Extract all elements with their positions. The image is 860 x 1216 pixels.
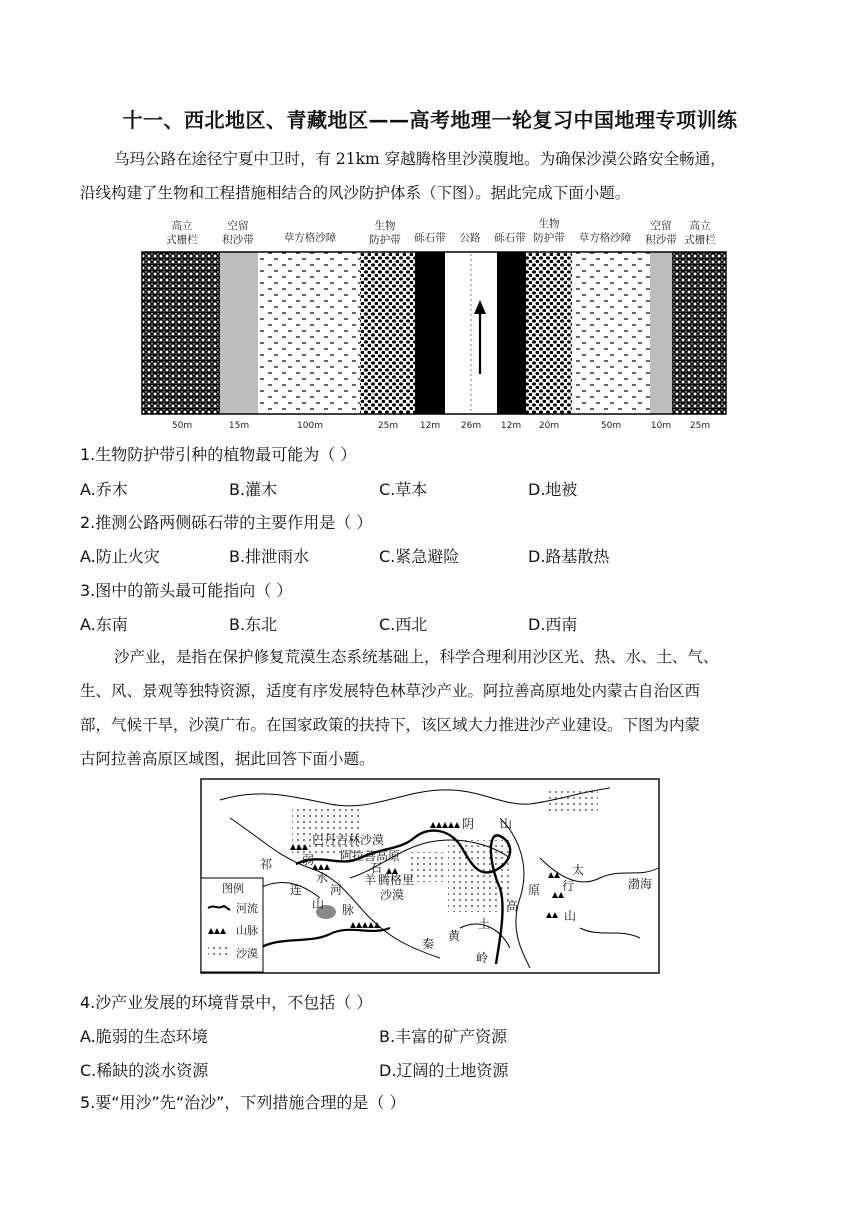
label-yin-shan: 山 bbox=[500, 817, 513, 831]
intro1-line-2: 沿线构建了生物和工程措施相结合的风沙防护体系（下图）。据此完成下面小题。 bbox=[80, 184, 631, 202]
label-fence-right-2: 式栅栏 bbox=[684, 234, 716, 246]
label-fence-right-1: 高立 bbox=[689, 220, 711, 232]
label-qin: 秦 bbox=[422, 937, 435, 951]
label-mai: 脉 bbox=[342, 903, 355, 917]
label-xing: 行 bbox=[562, 879, 575, 893]
question-4-option-a[interactable]: A.脆弱的生态环境 bbox=[80, 1027, 208, 1046]
band-checkerboard-left bbox=[258, 252, 360, 414]
label-ling: 岭 bbox=[476, 951, 489, 965]
intro2-line-2: 生、风、景观等独特资源，适度有序发展特色林草沙产业。阿拉善高原地处内蒙古自治区西 bbox=[80, 682, 701, 700]
width-bio-left: 25m bbox=[377, 421, 399, 431]
question-1-stem: 1.生物防护带引种的植物最可能为（ ） bbox=[80, 445, 357, 464]
label-checkerboard-right: 草方格沙障 bbox=[578, 232, 632, 244]
question-4-option-b[interactable]: B.丰富的矿产资源 bbox=[379, 1027, 508, 1046]
label-alashan: 阿拉善高原 bbox=[340, 849, 401, 863]
label-gravel-left: 砾石带 bbox=[414, 232, 446, 244]
label-bio-left-1: 生物 bbox=[374, 220, 396, 232]
question-3-option-d[interactable]: D.西南 bbox=[528, 615, 578, 634]
label-yang: 羊 bbox=[364, 873, 377, 887]
label-shi: 石 bbox=[370, 861, 383, 875]
width-sandbelt-right: 10m bbox=[650, 421, 672, 431]
label-road: 公路 bbox=[459, 232, 481, 244]
question-2-option-d[interactable]: D.路基散热 bbox=[528, 547, 610, 566]
question-5-stem: 5.要“用沙”先“治沙”，下列措施合理的是（ ） bbox=[80, 1093, 406, 1112]
label-sandbelt-right-1: 空留 bbox=[650, 220, 672, 232]
label-sandbelt-right-2: 积沙带 bbox=[645, 234, 677, 246]
legend-river: 河流 bbox=[236, 902, 258, 915]
legend-title: 图例 bbox=[222, 882, 244, 895]
intro-paragraph-1 bbox=[80, 142, 780, 210]
label-sandbelt-left-1: 空留 bbox=[227, 220, 249, 232]
intro2-line-4: 古阿拉善高原区域图，据此回答下面小题。 bbox=[80, 750, 375, 768]
width-gravel-left: 12m bbox=[419, 421, 441, 431]
label-qi: 祁 bbox=[260, 857, 273, 871]
label-sandbelt-left-2: 积沙带 bbox=[222, 234, 254, 246]
band-bio-right bbox=[526, 252, 572, 414]
width-gravel-right: 12m bbox=[500, 421, 522, 431]
label-fence-left-2: 式栅栏 bbox=[166, 234, 198, 246]
band-checkerboard-right bbox=[572, 252, 650, 414]
band-bio-left bbox=[360, 252, 415, 414]
question-2-option-c[interactable]: C.紧急避险 bbox=[379, 547, 460, 566]
question-1-option-a[interactable]: A.乔木 bbox=[80, 480, 128, 499]
question-2-option-b[interactable]: B.排泄雨水 bbox=[229, 547, 310, 566]
label-yuan: 原 bbox=[528, 883, 541, 897]
question-1-option-c[interactable]: C.草本 bbox=[379, 480, 428, 499]
intro2-line-3: 部，气候干旱，沙漠广布。在国家政策的扶持下，该区域大力推进沙产业建设。下图为内蒙 bbox=[80, 716, 701, 734]
legend-mountain: 山脉 bbox=[236, 924, 258, 937]
label-shui: 水 bbox=[316, 871, 329, 885]
question-3-option-b[interactable]: B.东北 bbox=[229, 615, 278, 634]
band-gravel-right bbox=[497, 252, 526, 414]
width-checkerboard-left: 100m bbox=[297, 421, 323, 431]
alxa-plateau-map bbox=[200, 778, 662, 976]
intro1-line-1: 乌玛公路在途径宁夏中卫时，有 21km 穿越腾格里沙漠腹地。为确保沙漠公路安全畅通， bbox=[114, 150, 726, 168]
label-bio-right-2: 防护带 bbox=[533, 232, 565, 244]
label-badanjilin: 巴丹吉林沙漠 bbox=[312, 833, 385, 847]
legend-desert: 沙漠 bbox=[236, 947, 258, 960]
width-bio-right: 20m bbox=[538, 421, 560, 431]
question-3-option-a[interactable]: A.东南 bbox=[80, 615, 128, 634]
mountain-legend-icon bbox=[208, 928, 226, 934]
map-legend bbox=[201, 878, 263, 972]
label-bio-left-2: 防护带 bbox=[369, 234, 401, 246]
label-ruo: 弱 bbox=[302, 853, 315, 867]
label-fence-left-1: 高立 bbox=[171, 220, 193, 232]
width-sandbelt-left: 15m bbox=[228, 421, 250, 431]
band-sandbelt-right bbox=[650, 252, 672, 414]
band-gravel-left bbox=[415, 252, 445, 414]
question-4-stem: 4.沙产业发展的环境背景中，不包括（ ） bbox=[80, 993, 373, 1012]
band-fence-right bbox=[672, 252, 726, 414]
label-tai: 太 bbox=[572, 863, 585, 877]
label-bohai: 渤海 bbox=[628, 877, 653, 891]
label-yin: 阴 bbox=[462, 817, 475, 831]
question-2-stem: 2.推测公路两侧砾石带的主要作用是（ ） bbox=[80, 513, 373, 532]
desert-legend-icon bbox=[208, 946, 230, 958]
label-gravel-right: 砾石带 bbox=[494, 232, 526, 244]
question-3-stem: 3.图中的箭头最可能指向（ ） bbox=[80, 581, 293, 600]
label-gao: 高 bbox=[506, 899, 519, 913]
intro-paragraph-2 bbox=[80, 640, 780, 776]
question-2-option-a[interactable]: A.防止火灾 bbox=[80, 547, 160, 566]
question-4-option-c[interactable]: C.稀缺的淡水资源 bbox=[80, 1061, 209, 1080]
band-fence-left bbox=[142, 252, 220, 414]
intro2-line-1: 沙产业，是指在保护修复荒漠生态系统基础上，科学合理利用沙区光、热、水、土、气、 bbox=[114, 648, 719, 666]
page-title: 十一、西北地区、青藏地区——高考地理一轮复习中国地理专项训练 bbox=[122, 108, 738, 132]
label-shan-2: 山 bbox=[564, 909, 577, 923]
label-tu: 土 bbox=[478, 917, 491, 931]
width-checkerboard-right: 50m bbox=[600, 421, 622, 431]
width-fence-left: 50m bbox=[171, 421, 193, 431]
label-huang: 黄 bbox=[448, 929, 461, 943]
question-3-option-c[interactable]: C.西北 bbox=[379, 615, 428, 634]
label-tengger-2: 沙漠 bbox=[380, 888, 405, 902]
question-4-option-d[interactable]: D.辽阔的土地资源 bbox=[379, 1061, 509, 1080]
label-lian: 连 bbox=[290, 883, 303, 897]
width-road: 26m bbox=[460, 421, 482, 431]
label-checkerboard-left: 草方格沙障 bbox=[283, 232, 337, 244]
protection-system-figure bbox=[140, 214, 728, 436]
label-shan: 山 bbox=[312, 897, 325, 911]
band-sandbelt-left bbox=[220, 252, 258, 414]
label-he: 河 bbox=[330, 883, 343, 897]
label-bio-right-1: 生物 bbox=[538, 218, 560, 230]
label-tengger-1: 腾格里 bbox=[378, 873, 415, 887]
question-1-option-d[interactable]: D.地被 bbox=[528, 480, 578, 499]
question-1-option-b[interactable]: B.灌木 bbox=[229, 480, 278, 499]
width-fence-right: 25m bbox=[689, 421, 711, 431]
